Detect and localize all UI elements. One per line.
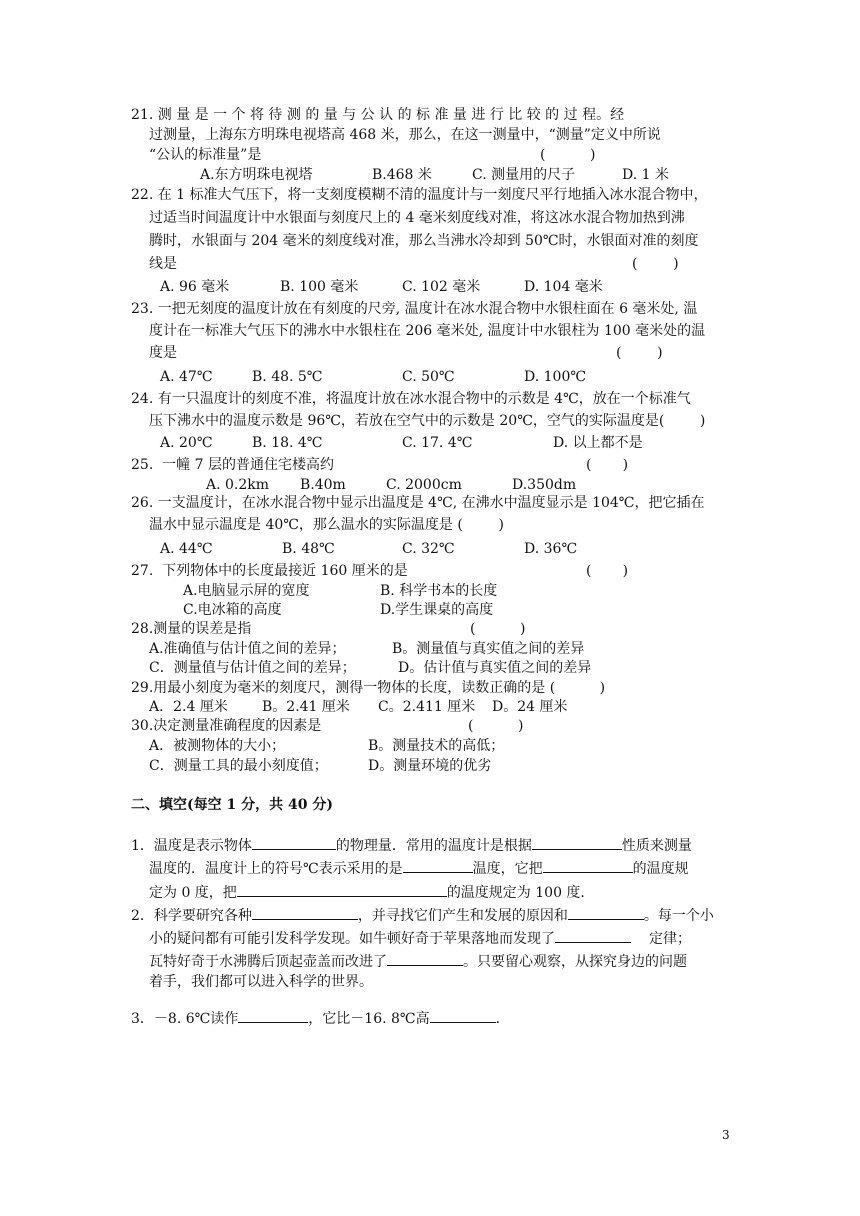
q22-line1: 22. 在 1 标准大气压下，将一支刻度模糊不清的温度计与一刻度尺平行地插入冰水混合物中， xyxy=(131,187,708,203)
section-title-fill-in: 二、填空(每空 1 分，共 40 分) xyxy=(131,797,333,813)
fill1-text-c: 性质来测量 xyxy=(621,838,692,854)
q30-answer-paren: ( ) xyxy=(468,718,524,734)
fill3-blank-2[interactable] xyxy=(430,1008,496,1023)
fill2-line1 xyxy=(131,905,714,925)
fill1-blank-2[interactable] xyxy=(532,835,622,850)
fill2-line3 xyxy=(149,951,687,971)
fill2-blank-4[interactable] xyxy=(387,951,463,966)
q26-option-d: D. 36℃ xyxy=(524,541,578,557)
q28-line1: 28.测量的误差是指 xyxy=(131,621,252,637)
q22-answer-paren: ( ) xyxy=(632,256,679,272)
q21-line2: 过测量，上海东方明珠电视塔高 468 米，那么，在这一测量中，“测量”定义中所说 xyxy=(149,127,661,143)
q23-option-a: A. 47℃ xyxy=(160,369,213,385)
q21-option-b: B.468 米 xyxy=(372,167,432,183)
q30-option-a: A．被测物体的大小； xyxy=(149,738,286,754)
fill1-text-a: 1．温度是表示物体 xyxy=(131,838,252,854)
q27-line1: 27. 下列物体中的长度最接近 160 厘米的是 xyxy=(131,563,408,579)
fill3-text-c: ． xyxy=(495,1011,510,1027)
fill3-line1 xyxy=(131,1008,510,1028)
fill2-blank-1[interactable] xyxy=(252,905,358,920)
q28-option-c: C．测量值与估计值之间的差异； xyxy=(149,660,356,676)
fill2-line2 xyxy=(149,928,691,948)
fill2-text-b: ，并寻找它们产生和发展的原因和 xyxy=(357,908,568,924)
q25-option-b: B.40m xyxy=(300,477,346,493)
q21-option-c: C. 测量用的尺子 xyxy=(472,167,576,183)
q23-line2: 度计在一标准大气压下的沸水中水银柱在 206 毫米处, 温度计中水银柱为 100 毫米处的温 xyxy=(149,323,706,339)
q25-option-c: C. 2000cm xyxy=(386,477,462,493)
fill2-text-a: 2．科学要研究各种 xyxy=(131,908,252,924)
q23-line3: 度是 xyxy=(149,345,177,361)
fill3-blank-1[interactable] xyxy=(238,1008,308,1023)
q30-option-b: B。测量技术的高低； xyxy=(368,738,505,754)
fill1-text-d: 温度的．温度计上的符号℃表示采用的是 xyxy=(149,861,403,877)
q27-option-d: D.学生课桌的高度 xyxy=(380,602,494,618)
q23-option-d: D. 100℃ xyxy=(524,369,587,385)
page-number: 3 xyxy=(722,1128,730,1142)
q24-option-c: C. 17. 4℃ xyxy=(402,435,473,451)
fill1-blank-4[interactable] xyxy=(543,858,633,873)
q30-option-d: D。测量环境的优劣 xyxy=(368,758,492,774)
q24-option-d: D. 以上都不是 xyxy=(553,435,643,451)
q23-answer-paren: ( ) xyxy=(616,345,663,361)
q29-line1: 29.用最小刻度为毫米的刻度尺，测得一物体的长度，读数正确的是 ( ) xyxy=(131,680,606,696)
fill2-blank-2[interactable] xyxy=(568,905,644,920)
q22-option-b: B. 100 毫米 xyxy=(280,279,359,295)
q25-option-a: A. 0.2km xyxy=(206,477,270,493)
q23-line1: 23. 一把无刻度的温度计放在有刻度的尺旁, 温度计在冰水混合物中水银柱面在 6 毫米处, 温 xyxy=(131,301,698,317)
q24-option-a: A. 20℃ xyxy=(160,435,213,451)
q26-option-a: A. 44℃ xyxy=(160,541,213,557)
q27-option-a: A.电脑显示屏的宽度 xyxy=(183,583,310,599)
q21-option-a: A.东方明珠电视塔 xyxy=(200,167,313,183)
q21-line1: 21. 测 量 是 一 个 将 待 测 的 量 与 公 认 的 标 准 量 进 行 比 较 的 过 程。经 xyxy=(131,107,625,123)
q28-option-a: A.准确值与估计值之间的差异； xyxy=(149,641,346,657)
q28-option-b: B。测量值与真实值之间的差异 xyxy=(392,641,585,657)
q28-answer-paren: ( ) xyxy=(470,621,526,637)
q22-line2: 过适当时间温度计中水银面与刻度尺上的 4 毫米刻度线对准，将这冰水混合物加热到沸 xyxy=(149,210,685,226)
q29-option-c: C。2.411 厘米 xyxy=(378,699,476,715)
q28-option-d: D。估计值与真实值之间的差异 xyxy=(398,660,592,676)
fill1-text-h: 的温度规定为 100 度． xyxy=(446,885,595,901)
fill1-text-g: 定为 0 度，把 xyxy=(149,885,237,901)
q30-option-c: C．测量工具的最小刻度值； xyxy=(149,758,328,774)
q23-option-c: C. 50℃ xyxy=(402,369,455,385)
fill2-text-g: 。只要留心观察，从探究身边的问题 xyxy=(463,954,687,970)
fill2-text-c: 。每一个小 xyxy=(643,908,714,924)
fill1-line3 xyxy=(149,882,594,902)
fill1-line2 xyxy=(149,858,689,878)
q21-option-d: D. 1 米 xyxy=(622,167,669,183)
q24-option-b: B. 18. 4℃ xyxy=(252,435,323,451)
fill1-line1 xyxy=(131,835,692,855)
fill3-text-b: ，它比－16. 8℃高 xyxy=(308,1011,430,1027)
q29-option-b: B。2.41 厘米 xyxy=(262,699,350,715)
q22-line4: 线是 xyxy=(149,256,177,272)
q21-answer-paren: ( ) xyxy=(540,147,596,163)
fill2-text-e: 定律； xyxy=(649,931,691,947)
q26-option-c: C. 32℃ xyxy=(402,541,455,557)
q25-line1: 25. 一幢 7 层的普通住宅楼高约 xyxy=(131,457,334,473)
q29-option-d: D。24 厘米 xyxy=(492,699,568,715)
q29-option-a: A．2.4 厘米 xyxy=(149,699,228,715)
fill1-blank-1[interactable] xyxy=(252,835,336,850)
fill2-line4: 着手，我们都可以进入科学的世界。 xyxy=(149,974,373,990)
fill1-text-b: 的物理量．常用的温度计是根据 xyxy=(335,838,532,854)
q25-option-d: D.350dm xyxy=(512,477,577,493)
q26-line2: 温水中显示温度是 40℃，那么温水的实际温度是 ( ) xyxy=(149,517,504,533)
q22-option-d: D. 104 毫米 xyxy=(524,279,603,295)
q22-option-c: C. 102 毫米 xyxy=(402,279,481,295)
fill1-text-f: 的温度规 xyxy=(632,861,689,877)
fill2-text-f: 瓦特好奇于水沸腾后顶起壶盖而改进了 xyxy=(149,954,387,970)
q30-line1: 30.决定测量准确程度的因素是 xyxy=(131,718,322,734)
q24-line2: 压下沸水中的温度示数是 96℃，若放在空气中的示数是 20℃，空气的实际温度是( ) xyxy=(149,413,706,429)
q21-line3: “公认的标准量”是 xyxy=(149,147,262,163)
fill2-blank-3[interactable] xyxy=(555,928,631,943)
q25-answer-paren: ( ) xyxy=(586,457,629,473)
fill3-text-a: 3．－8. 6℃读作 xyxy=(131,1011,239,1027)
q26-line1: 26. 一支温度计，在冰水混合物中显示出温度是 4℃, 在沸水中温度显示是 104℃，把它插在 xyxy=(131,495,705,511)
q27-option-b: B. 科学书本的长度 xyxy=(380,583,498,599)
q27-option-c: C.电冰箱的高度 xyxy=(183,602,282,618)
q22-option-a: A. 96 毫米 xyxy=(160,279,230,295)
q27-answer-paren: ( ) xyxy=(586,563,629,579)
q24-line1: 24. 有一只温度计的刻度不准，将温度计放在冰水混合物中的示数是 4℃，放在一个标准气 xyxy=(131,391,691,407)
q23-option-b: B. 48. 5℃ xyxy=(252,369,323,385)
fill1-text-e: 温度，它把 xyxy=(472,861,543,877)
q26-option-b: B. 48℃ xyxy=(282,541,335,557)
fill1-blank-5[interactable] xyxy=(237,882,447,897)
fill1-blank-3[interactable] xyxy=(403,858,473,873)
fill2-text-d: 小的疑问都有可能引发科学发现。如牛顿好奇于苹果落地而发现了 xyxy=(149,931,555,947)
q22-line3: 腾时，水银面与 204 毫米的刻度线对准，那么当沸水冷却到 50℃时，水银面对准的刻度 xyxy=(149,233,699,249)
